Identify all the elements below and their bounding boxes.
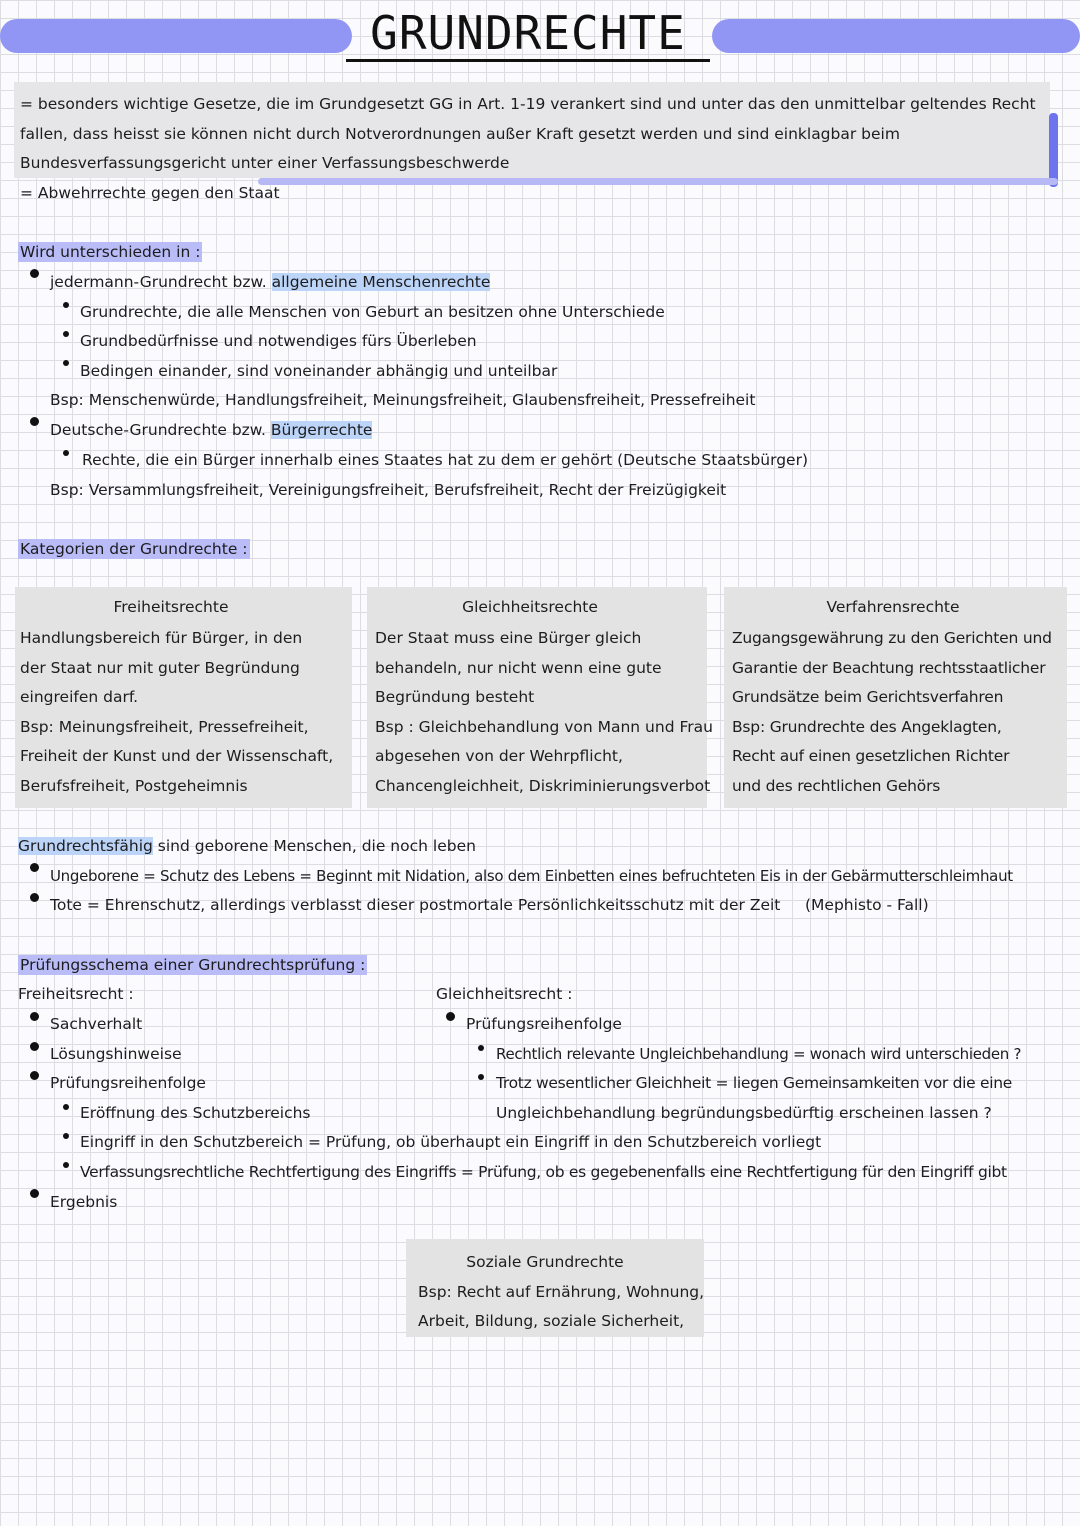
bullet <box>30 1189 39 1198</box>
sub-bullet <box>63 331 69 337</box>
item-1-sub-3: Bedingen einander, sind voneinander abhängig und unteilbar <box>80 362 558 380</box>
line: Der Staat muss eine Bürger gleich <box>375 629 642 647</box>
capacity-highlight: Grundrechtsfähig <box>18 837 153 855</box>
capacity-item-2: Tote = Ehrenschutz, allerdings verblasst dieser postmortale Persönlichkeitsschutz mit der Zeit (Mephisto - Fall) <box>50 896 929 914</box>
sub-bullet <box>478 1045 484 1051</box>
sub-bullet <box>63 302 69 308</box>
line: Garantie der Beachtung rechtsstaatlicher <box>732 658 1046 677</box>
distinction-item-1 <box>50 272 490 292</box>
line: Chancengleichheit, Diskriminierungsverbot <box>375 776 711 795</box>
title-band-left <box>0 19 352 53</box>
distinction-item-2 <box>50 420 372 440</box>
scheme-right-title: Gleichheitsrecht : <box>436 985 573 1003</box>
bullet <box>446 1012 455 1021</box>
distinction-heading: Wird unterschieden in : <box>20 243 201 261</box>
sub-bullet <box>63 1133 69 1139</box>
scheme-left-result: Ergebnis <box>50 1193 118 1211</box>
line: eingreifen darf. <box>20 688 139 707</box>
category-title: Gleichheitsrechte <box>462 598 598 616</box>
capacity-item-1: Ungeborene = Schutz des Lebens = Beginnt mit Nidation, also dem Einbetten eines befruchteten Eis in der Gebärmutterschleimhaut <box>50 867 1013 885</box>
capacity-line <box>18 836 476 856</box>
item-1-sub-1: Grundrechte, die alle Menschen von Geburt an besitzen ohne Unterschiede <box>80 303 665 321</box>
category-text <box>732 624 1052 802</box>
capacity-text: sind geborene Menschen, die noch leben <box>152 837 476 855</box>
social-line-1: Bsp: Recht auf Ernährung, Wohnung, <box>418 1283 705 1301</box>
scheme-right-sub-2a: Trotz wesentlicher Gleichheit = liegen Gemeinsamkeiten vor die eine <box>496 1074 1013 1092</box>
item-2-sub: Rechte, die ein Bürger innerhalb eines Staates hat zu dem er gehört (Deutsche Staatsbürger) <box>82 451 809 469</box>
scheme-left-sub-1: Eröffnung des Schutzbereichs <box>80 1104 311 1122</box>
category-title: Verfahrensrechte <box>826 598 960 616</box>
scheme-right-sub-1: Rechtlich relevante Ungleichbehandlung = wonach wird unterschieden ? <box>496 1045 1022 1063</box>
scheme-left-title: Freiheitsrecht : <box>18 985 134 1003</box>
item-2-highlight: Bürgerrechte <box>270 421 373 439</box>
line: Recht auf einen gesetzlichen Richter <box>732 747 1010 766</box>
line: und des rechtlichen Gehörs <box>732 776 941 795</box>
scheme-left-item-3: Prüfungsreihenfolge <box>50 1074 206 1092</box>
category-text <box>20 624 333 802</box>
line: Freiheit der Kunst und der Wissenschaft, <box>20 747 334 766</box>
bullet <box>30 1042 39 1051</box>
scheme-left-sub-3: Verfassungsrechtliche Rechtfertigung des Eingriffs = Prüfung, ob es gegebenenfalls eine Rechtfertigung für den Eingriff gibt <box>80 1163 1007 1181</box>
bullet <box>30 417 39 426</box>
intro-accent-bar <box>1049 113 1058 187</box>
item-2-text: Deutsche-Grundrechte bzw. <box>50 421 271 439</box>
line: behandeln, nur nicht wenn eine gute <box>375 658 662 677</box>
sub-bullet <box>63 450 69 456</box>
scheme-left-sub-2: Eingriff in den Schutzbereich = Prüfung, ob überhaupt ein Eingriff in den Schutzbereich vorliegt <box>80 1133 822 1151</box>
social-title: Soziale Grundrechte <box>466 1253 624 1271</box>
line: Zugangsgewährung zu den Gerichten und <box>732 629 1052 647</box>
scheme-left-item-1: Sachverhalt <box>50 1015 143 1033</box>
sub-bullet <box>63 360 69 366</box>
category-text <box>375 624 713 802</box>
intro-line-1: = besonders wichtige Gesetze, die im Grundgesetzt GG in Art. 1-19 verankert sind und unter das den unmittelbar geltendes Recht <box>20 95 1036 113</box>
scheme-left-item-2: Lösungshinweise <box>50 1045 182 1063</box>
bullet <box>30 893 39 902</box>
category-title: Freiheitsrechte <box>113 598 229 616</box>
item-1-sub-2: Grundbedürfnisse und notwendiges fürs Überleben <box>80 332 477 350</box>
sub-bullet <box>478 1074 484 1080</box>
bullet <box>30 269 39 278</box>
line: der Staat nur mit guter Begründung <box>20 658 300 677</box>
intro-line-2: fallen, dass heisst sie können nicht durch Notverordnungen außer Kraft gesetzt werden und sind einklagbar beim <box>20 125 900 143</box>
bullet <box>30 1071 39 1080</box>
intro-line-3: Bundesverfassungsgericht unter einer Verfassungsbeschwerde <box>20 154 510 172</box>
bullet <box>30 1012 39 1021</box>
sub-bullet <box>63 1162 69 1168</box>
intro-underline-bar <box>258 178 1058 185</box>
scheme-right-item: Prüfungsreihenfolge <box>466 1015 622 1033</box>
line: Bsp : Gleichbehandlung von Mann und Frau <box>375 717 713 736</box>
line: Begründung besteht <box>375 688 535 707</box>
line: abgesehen von der Wehrpflicht, <box>375 747 623 766</box>
line: Handlungsbereich für Bürger, in den <box>20 629 303 647</box>
line: Grundsätze beim Gerichtsverfahren <box>732 688 1004 707</box>
scheme-right-sub-2b: Ungleichbehandlung begründungsbedürftig erscheinen lassen ? <box>496 1104 992 1122</box>
item-2-example: Bsp: Versammlungsfreiheit, Vereinigungsfreiheit, Berufsfreiheit, Recht der Freizügigkeit <box>50 481 727 499</box>
social-line-2: Arbeit, Bildung, soziale Sicherheit, <box>418 1312 685 1330</box>
categories-heading: Kategorien der Grundrechte : <box>20 540 248 558</box>
intro-line-4: = Abwehrrechte gegen den Staat <box>20 184 280 202</box>
line: Bsp: Grundrechte des Angeklagten, <box>732 717 1002 736</box>
page-title: GRUNDRECHTE <box>346 4 710 62</box>
bullet <box>30 863 39 872</box>
scheme-heading: Prüfungsschema einer Grundrechtsprüfung : <box>20 956 366 974</box>
line: Berufsfreiheit, Postgeheimnis <box>20 776 248 795</box>
sub-bullet <box>63 1104 69 1110</box>
item-1-highlight: allgemeine Menschenrechte <box>271 273 491 291</box>
line: Bsp: Meinungsfreiheit, Pressefreiheit, <box>20 717 309 736</box>
item-1-text: jedermann-Grundrecht bzw. <box>50 273 272 291</box>
item-1-example: Bsp: Menschenwürde, Handlungsfreiheit, Meinungsfreiheit, Glaubensfreiheit, Pressefreiheit <box>50 391 756 409</box>
title-band-right <box>712 19 1080 53</box>
